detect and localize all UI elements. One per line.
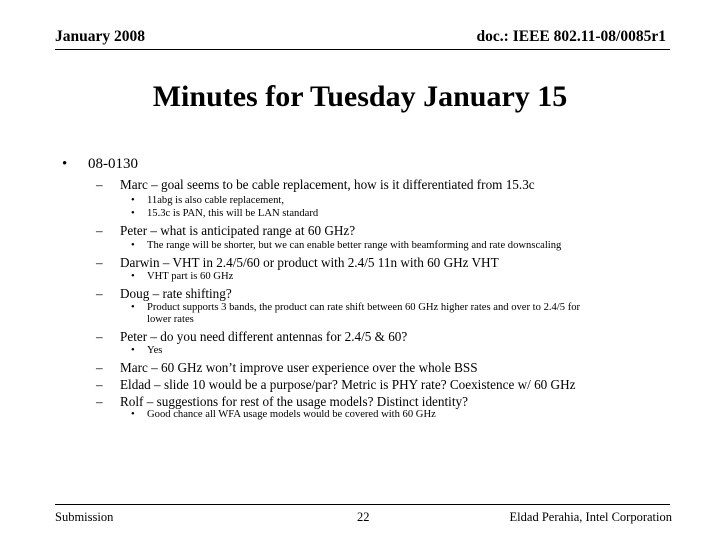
dash-icon: – <box>96 286 103 301</box>
footer-rule <box>55 504 670 505</box>
page-number: 22 <box>357 510 370 524</box>
footer-author: Eldad Perahia, Intel Corporation <box>509 510 672 524</box>
sub-bullet-icon: • <box>131 195 135 206</box>
dash-icon: – <box>96 223 103 238</box>
dash-icon: – <box>96 177 103 192</box>
header-date: January 2008 <box>55 28 145 45</box>
header-doc-id: doc.: IEEE 802.11-08/0085r1 <box>476 28 666 45</box>
sub-bullet-icon: • <box>131 271 135 282</box>
minutes-subitem-continued: lower rates <box>147 314 194 325</box>
sub-bullet-icon: • <box>131 208 135 219</box>
slide-title: Minutes for Tuesday January 15 <box>152 80 568 113</box>
footer-submission: Submission <box>55 510 114 524</box>
minutes-subitem: 15.3c is PAN, this will be LAN standard <box>147 208 319 219</box>
dash-icon: – <box>96 255 103 270</box>
sub-bullet-icon: • <box>131 345 135 356</box>
sub-bullet-icon: • <box>131 302 135 313</box>
topic-heading: 08-0130 <box>88 156 138 172</box>
minutes-subitem: 11abg is also cable replacement, <box>147 195 284 206</box>
minutes-subitem: The range will be shorter, but we can enable better range with beamforming and rate downscaling <box>147 240 562 251</box>
dash-icon: – <box>96 329 103 344</box>
minutes-item: Peter – what is anticipated range at 60 GHz? <box>120 223 356 238</box>
minutes-item: Doug – rate shifting? <box>120 286 232 301</box>
bullet-l1-icon: • <box>62 156 68 172</box>
header-rule <box>55 49 670 50</box>
minutes-subitem: VHT part is 60 GHz <box>147 271 234 282</box>
minutes-item: Eldad – slide 10 would be a purpose/par? Metric is PHY rate? Coexistence w/ 60 GHz <box>120 377 576 392</box>
dash-icon: – <box>96 394 103 409</box>
minutes-item: Darwin – VHT in 2.4/5/60 or product with 2.4/5 11n with 60 GHz VHT <box>120 255 499 270</box>
minutes-subitem: Product supports 3 bands, the product can rate shift between 60 GHz higher rates and over to 2.4/5 for <box>147 302 581 313</box>
minutes-subitem: Good chance all WFA usage models would be covered with 60 GHz <box>147 409 436 420</box>
sub-bullet-icon: • <box>131 409 135 420</box>
minutes-item: Marc – 60 GHz won’t improve user experience over the whole BSS <box>120 360 478 375</box>
minutes-item: Marc – goal seems to be cable replacement, how is it differentiated from 15.3c <box>120 177 535 192</box>
minutes-item: Rolf – suggestions for rest of the usage models? Distinct identity? <box>120 394 468 409</box>
minutes-item: Peter – do you need different antennas for 2.4/5 & 60? <box>120 329 408 344</box>
dash-icon: – <box>96 360 103 375</box>
dash-icon: – <box>96 377 103 392</box>
minutes-subitem: Yes <box>147 345 163 356</box>
sub-bullet-icon: • <box>131 240 135 251</box>
